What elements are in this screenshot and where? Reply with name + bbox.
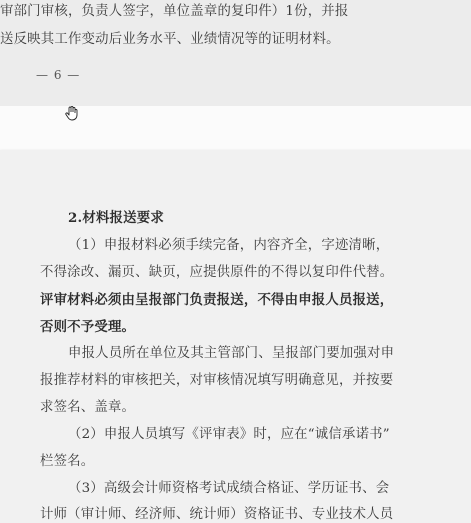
page-number: — 6 —	[36, 68, 81, 82]
paragraph-line: （1）申报材料必须手续完备，内容齐全，字迹清晰，	[68, 238, 390, 253]
document-page-bottom	[0, 150, 471, 523]
paragraph-line: 求签名、盖章。	[40, 400, 136, 415]
paragraph-line: 不得涂改、漏页、缺页，应提供原件的不得以复印件代替。	[40, 265, 394, 280]
paragraph-line: （3）高级会计师资格考试成绩合格证、学历证书、会	[68, 481, 390, 496]
paragraph-line: 计师（审计师、经济师、统计师）资格证书、专业技术人员	[40, 507, 394, 522]
text-line: 送反映其工作变动后业务水平、业绩情况等的证明材料。	[0, 32, 340, 47]
section-heading: 2.材料报送要求	[68, 210, 164, 226]
paragraph-line: 申报人员所在单位及其主管部门、呈报部门要加强对申	[68, 346, 395, 361]
hand-cursor-icon	[64, 105, 80, 121]
document-page-top	[0, 0, 471, 106]
paragraph-line: 否则不予受理。	[40, 319, 136, 335]
paragraph-line: 栏签名。	[40, 454, 95, 469]
text-line: 审部门审核，负责人签字，单位盖章的复印件）1份，并报	[0, 4, 349, 19]
paragraph-line: 评审材料必须由呈报部门负责报送，不得由申报人员报送，	[40, 292, 394, 308]
paragraph-line: 报推荐材料的审核把关，对审核情况填写明确意见，并按要	[40, 373, 394, 388]
paragraph-line: （2）申报人员填写《评审表》时，应在“诚信承诺书”	[68, 427, 390, 442]
